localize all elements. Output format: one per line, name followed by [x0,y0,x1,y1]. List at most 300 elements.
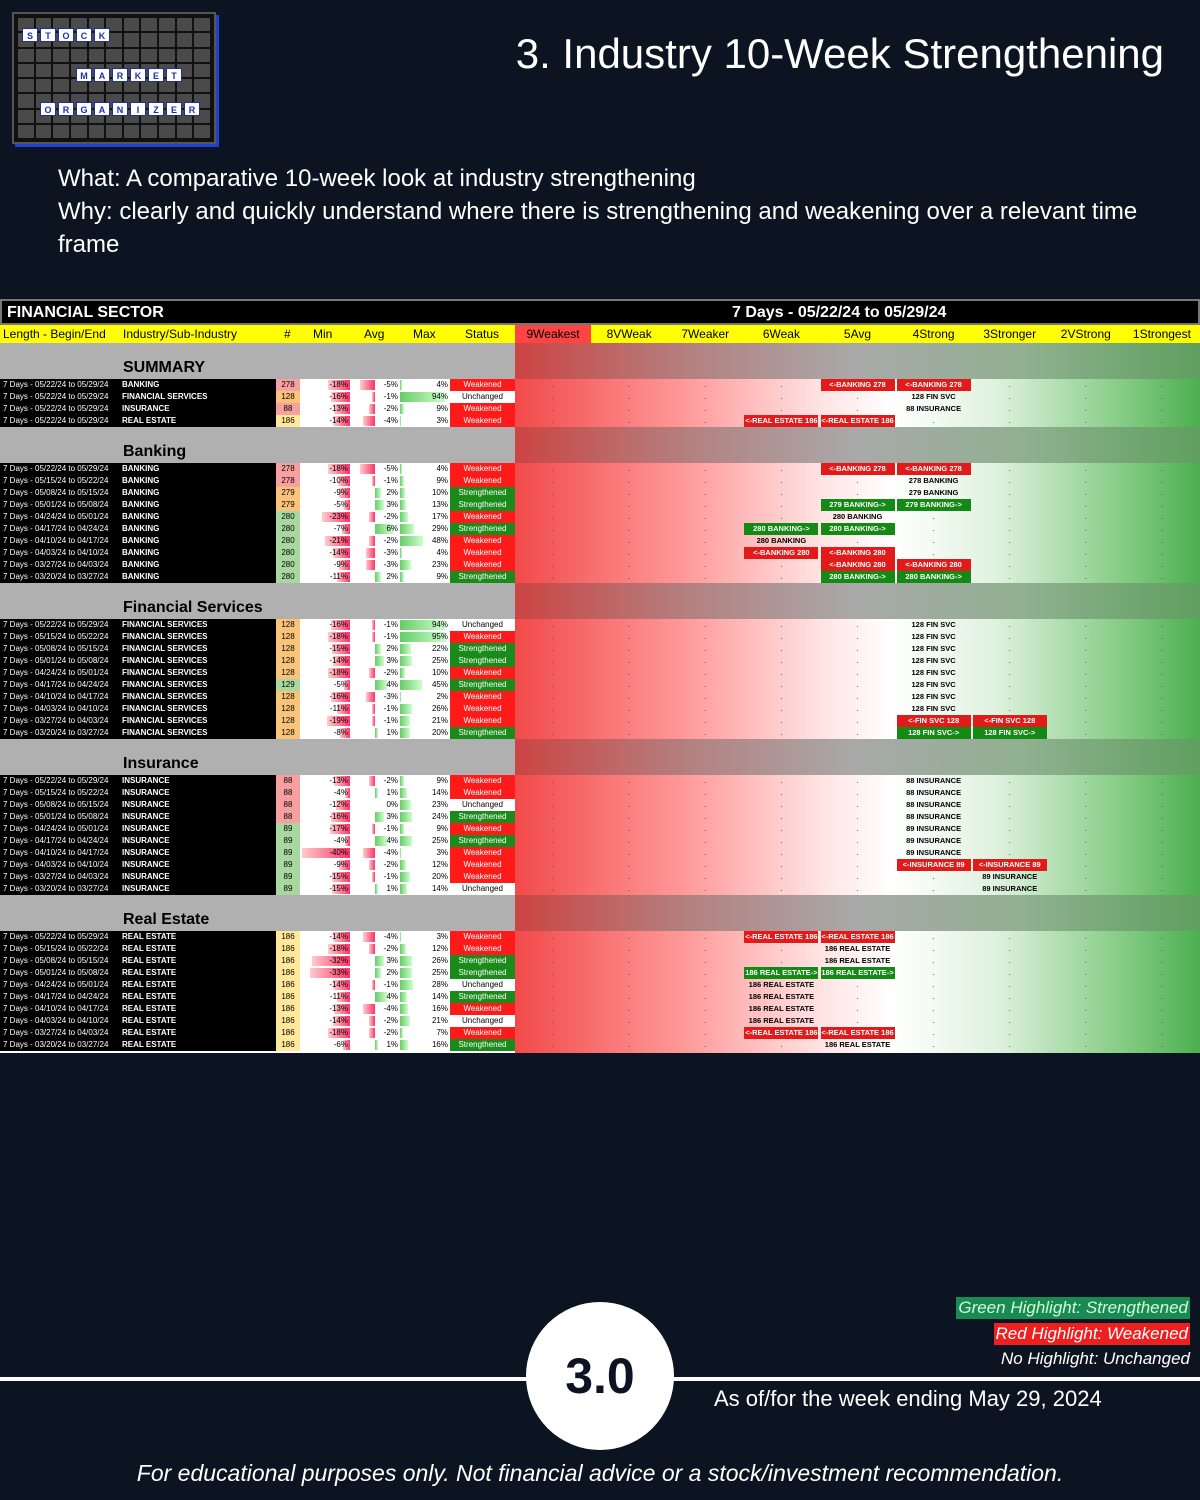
col-status: Status [465,327,500,341]
avg-value: -1% [383,716,398,725]
empty-marker: . [704,1016,707,1025]
rank-marker: <-BANKING 278 [897,463,971,475]
rank-marker: 88 INSURANCE [906,404,962,413]
row-label [0,943,276,955]
stock-count: 89 [276,835,300,847]
stock-count: 186 [276,967,300,979]
avg-value: 3% [386,812,398,821]
logo-tile [53,64,69,77]
description [58,162,1148,261]
table-row [0,883,1200,895]
empty-marker: . [1008,1028,1011,1037]
empty-marker: . [1084,800,1087,809]
period: 7 Days - 04/24/24 to 05/01/24 [3,824,109,833]
empty-marker: . [780,1040,783,1049]
empty-marker: . [780,812,783,821]
max-bar [400,500,406,510]
period: 7 Days - 04/10/24 to 04/17/24 [3,1004,109,1013]
min-value: -18% [329,944,348,953]
status-badge: Weakened [450,943,515,955]
empty-marker: . [856,800,859,809]
avg-bar [369,1028,375,1038]
min-value: -13% [329,404,348,413]
row-label [0,1015,276,1027]
logo-tile [177,125,193,138]
stock-count: 88 [276,403,300,415]
avg-value: -1% [383,704,398,713]
logo-letter: R [112,68,128,82]
status-badge: Strengthened [450,835,515,847]
empty-marker: . [780,956,783,965]
avg-bar [375,488,381,498]
stock-count: 186 [276,943,300,955]
empty-marker: . [551,992,555,1001]
row-label [0,631,276,643]
avg-bar [375,812,384,822]
period: 7 Days - 04/03/24 to 04/10/24 [3,1016,109,1025]
row-label [0,883,276,895]
logo-letter: N [112,102,128,116]
empty-marker: . [551,464,555,473]
empty-marker: . [551,788,555,797]
empty-marker: . [780,860,783,869]
max-value: 3% [436,848,448,857]
max-bar [400,884,407,894]
max-cell [400,1003,450,1015]
max-bar [400,644,411,654]
max-cell [400,703,450,715]
max-value: 94% [431,392,448,401]
max-cell [400,823,450,835]
row-label [0,979,276,991]
rank-marker: 128 FIN SVC [911,656,956,665]
empty-marker: . [1008,392,1011,401]
empty-marker: . [932,1004,935,1013]
avg-bar [375,500,384,510]
table-row [0,1003,1200,1015]
avg-cell [350,1015,400,1027]
period: 7 Days - 03/27/24 to 04/03/24 [3,560,109,569]
divider-left [0,1377,530,1381]
industry: INSURANCE [122,776,170,785]
section-gradient [515,583,1200,619]
row-label [0,415,276,427]
empty-marker: . [628,728,631,737]
empty-marker: . [628,776,631,785]
table-row [0,535,1200,547]
empty-marker: . [1084,680,1087,689]
empty-marker: . [1008,464,1011,473]
avg-cell [350,643,400,655]
avg-bar [375,644,381,654]
max-value: 45% [431,680,448,689]
avg-cell [350,1027,400,1039]
empty-marker: . [1084,716,1087,725]
empty-marker: . [1084,836,1087,845]
empty-marker: . [1084,848,1087,857]
empty-marker: . [932,884,935,893]
row-label [0,619,276,631]
empty-marker: . [780,788,783,797]
max-value: 9% [436,776,448,785]
empty-marker: . [628,704,631,713]
table-row [0,715,1200,727]
logo-tile [141,49,157,62]
logo-letter: K [94,28,110,42]
max-cell [400,1027,450,1039]
industry: FINANCIAL SERVICES [122,620,208,629]
empty-marker: . [551,572,555,581]
empty-marker: . [1008,956,1011,965]
empty-marker: . [628,392,631,401]
empty-marker: . [628,632,631,641]
max-cell [400,859,450,871]
period: 7 Days - 03/20/24 to 03/27/24 [3,884,109,893]
empty-marker: . [1160,488,1164,497]
empty-marker: . [1160,500,1164,509]
status-badge: Weakened [450,511,515,523]
max-cell [400,679,450,691]
industry: BANKING [122,500,160,509]
empty-marker: . [1008,416,1011,425]
stock-count: 128 [276,619,300,631]
strength-table [0,299,1200,1053]
max-bar [400,980,413,990]
empty-marker: . [628,1016,631,1025]
empty-marker: . [856,632,859,641]
max-bar [400,968,412,978]
avg-value: -5% [383,380,398,389]
empty-marker: . [1160,380,1164,389]
empty-marker: . [1008,488,1011,497]
avg-cell [350,1003,400,1015]
industry: REAL ESTATE [122,1016,177,1025]
min-cell [300,679,350,691]
empty-marker: . [551,860,555,869]
max-bar [400,572,404,582]
min-cell [300,991,350,1003]
logo-tile [194,18,210,31]
logo-tile [18,64,34,77]
empty-marker: . [1008,1040,1011,1049]
period: 7 Days - 04/17/24 to 04/24/24 [3,680,109,689]
empty-marker: . [628,980,631,989]
period-label: 7 Days - 05/22/24 to 05/29/24 [732,304,947,321]
empty-marker: . [932,548,935,557]
empty-marker: . [551,884,555,893]
row-label [0,487,276,499]
industry: REAL ESTATE [122,932,177,941]
empty-marker: . [1084,1004,1087,1013]
table-row [0,859,1200,871]
rank-marker: 280 BANKING [832,512,883,521]
empty-marker: . [780,488,783,497]
industry: INSURANCE [122,812,170,821]
avg-bar [375,992,387,1002]
max-cell [400,631,450,643]
row-label [0,1039,276,1051]
table-row [0,415,1200,427]
industry: BANKING [122,548,160,557]
avg-bar [372,704,375,714]
empty-marker: . [704,572,707,581]
logo-tile [124,18,140,31]
empty-marker: . [856,884,859,893]
max-bar [400,1040,408,1050]
logo-tile [124,33,140,46]
period: 7 Days - 05/15/24 to 05/22/24 [3,632,109,641]
status-badge: Strengthened [450,499,515,511]
empty-marker: . [1008,380,1011,389]
max-bar [400,476,404,486]
max-cell [400,667,450,679]
max-cell [400,775,450,787]
empty-marker: . [551,536,555,545]
row-label [0,727,276,739]
rank-marker: 186 REAL ESTATE-> [821,968,894,977]
row-label [0,655,276,667]
empty-marker: . [780,404,783,413]
avg-bar [360,464,375,474]
row-label [0,463,276,475]
industry: BANKING [122,512,160,521]
empty-marker: . [1008,932,1011,941]
stock-count: 128 [276,655,300,667]
rank-marker: 128 FIN SVC [911,680,956,689]
status-badge: Strengthened [450,991,515,1003]
empty-marker: . [1160,692,1164,701]
empty-marker: . [1008,668,1011,677]
min-value: -15% [329,872,348,881]
max-value: 9% [436,404,448,413]
empty-marker: . [780,476,783,485]
industry: FINANCIAL SERVICES [122,644,208,653]
table-row [0,943,1200,955]
empty-marker: . [1008,704,1011,713]
logo-letter: A [94,68,110,82]
rank-marker: <-REAL ESTATE 186 [745,416,818,425]
empty-marker: . [704,548,707,557]
avg-bar [360,380,375,390]
empty-marker: . [780,512,783,521]
status-badge: Weakened [450,631,515,643]
period: 7 Days - 03/20/24 to 03/27/24 [3,728,109,737]
table-row [0,703,1200,715]
empty-marker: . [551,512,555,521]
stock-count: 280 [276,535,300,547]
rank-marker: 186 REAL ESTATE-> [745,968,818,977]
empty-marker: . [628,1028,631,1037]
empty-marker: . [704,680,707,689]
empty-marker: . [1160,944,1164,953]
empty-marker: . [1160,956,1164,965]
min-cell [300,979,350,991]
min-cell [300,871,350,883]
empty-marker: . [1160,560,1164,569]
col-rank-6: 6Weak [762,327,800,341]
stock-count: 88 [276,811,300,823]
empty-marker: . [1084,656,1087,665]
empty-marker: . [1160,524,1164,533]
table-row [0,799,1200,811]
empty-marker: . [780,716,783,725]
section-title: SUMMARY [123,359,206,376]
col-rank-4: 4Strong [912,327,955,341]
avg-cell [350,535,400,547]
empty-marker: . [628,524,631,533]
row-label [0,667,276,679]
min-value: -14% [329,548,348,557]
max-value: 9% [436,824,448,833]
max-bar [400,560,411,570]
min-cell [300,931,350,943]
min-cell [300,511,350,523]
empty-marker: . [1008,512,1011,521]
max-bar [400,380,402,390]
max-value: 21% [431,1016,448,1025]
logo-tile [159,125,175,138]
empty-marker: . [1084,824,1087,833]
avg-cell [350,967,400,979]
status-badge: Strengthened [450,679,515,691]
avg-value: 3% [386,500,398,509]
empty-marker: . [1084,668,1087,677]
period: 7 Days - 03/20/24 to 03/27/24 [3,1040,109,1049]
avg-bar [372,392,375,402]
empty-marker: . [551,404,555,413]
empty-marker: . [704,512,707,521]
stock-count: 89 [276,847,300,859]
avg-value: 2% [386,488,398,497]
empty-marker: . [704,692,707,701]
empty-marker: . [551,812,555,821]
max-value: 20% [431,728,448,737]
min-cell [300,463,350,475]
logo-letter: A [94,102,110,116]
empty-marker: . [1160,392,1164,401]
stock-count: 280 [276,511,300,523]
rank-marker: 89 INSURANCE [906,824,962,833]
max-value: 2% [436,692,448,701]
rank-marker: 280 BANKING-> [744,523,818,535]
empty-marker: . [780,776,783,785]
empty-marker: . [1084,932,1087,941]
max-cell [400,883,450,895]
max-cell [400,475,450,487]
max-cell [400,619,450,631]
empty-marker: . [1008,500,1011,509]
avg-value: 1% [386,1040,398,1049]
empty-marker: . [1008,404,1011,413]
period: 7 Days - 05/01/24 to 05/08/24 [3,812,109,821]
empty-marker: . [1160,668,1164,677]
empty-marker: . [780,380,783,389]
rank-marker: 278 BANKING [908,476,959,485]
empty-marker: . [1008,620,1011,629]
empty-marker: . [628,872,631,881]
logo-tile [71,125,87,138]
logo-letter: R [58,102,74,116]
empty-marker: . [628,968,631,977]
max-cell [400,511,450,523]
empty-marker: . [704,380,707,389]
stock-count: 279 [276,499,300,511]
empty-marker: . [780,836,783,845]
table-row [0,931,1200,943]
min-cell [300,547,350,559]
empty-marker: . [704,932,707,941]
max-bar [400,1004,408,1014]
min-cell [300,487,350,499]
row-label [0,403,276,415]
empty-marker: . [1160,1040,1164,1049]
logo-tile [124,49,140,62]
max-cell [400,379,450,391]
empty-marker: . [1160,812,1164,821]
max-bar [400,944,406,954]
avg-cell [350,559,400,571]
empty-marker: . [1084,1028,1087,1037]
avg-value: -2% [383,512,398,521]
max-bar [400,800,411,810]
period: 7 Days - 05/22/24 to 05/29/24 [3,380,109,389]
industry: REAL ESTATE [122,944,177,953]
rank-marker: 186 REAL ESTATE [748,1016,815,1025]
empty-marker: . [628,572,631,581]
row-label [0,1027,276,1039]
avg-cell [350,811,400,823]
max-value: 3% [436,416,448,425]
empty-marker: . [704,476,707,485]
status-badge: Weakened [450,1003,515,1015]
stock-count: 129 [276,679,300,691]
column-header-row [0,325,1200,343]
stock-count: 186 [276,955,300,967]
table-row [0,979,1200,991]
logo-tile [18,125,34,138]
min-cell [300,499,350,511]
empty-marker: . [628,944,631,953]
empty-marker: . [1008,1004,1011,1013]
empty-marker: . [1008,824,1011,833]
empty-marker: . [1160,788,1164,797]
empty-marker: . [551,1016,555,1025]
avg-bar [375,956,384,966]
logo-tile [159,49,175,62]
min-value: -12% [329,800,348,809]
avg-cell [350,655,400,667]
empty-marker: . [551,980,555,989]
min-cell [300,475,350,487]
empty-marker: . [1084,416,1087,425]
empty-marker: . [551,968,555,977]
rank-marker: 128 FIN SVC [911,692,956,701]
max-value: 4% [436,548,448,557]
logo-tile [194,64,210,77]
table-row [0,379,1200,391]
max-value: 20% [431,872,448,881]
empty-marker: . [704,956,707,965]
max-cell [400,715,450,727]
empty-marker: . [1084,872,1087,881]
empty-marker: . [932,1016,935,1025]
row-label [0,691,276,703]
min-value: -5% [333,680,348,689]
min-cell [300,955,350,967]
section-title: Real Estate [123,911,210,928]
logo-tile [71,49,87,62]
industry: INSURANCE [122,404,170,413]
